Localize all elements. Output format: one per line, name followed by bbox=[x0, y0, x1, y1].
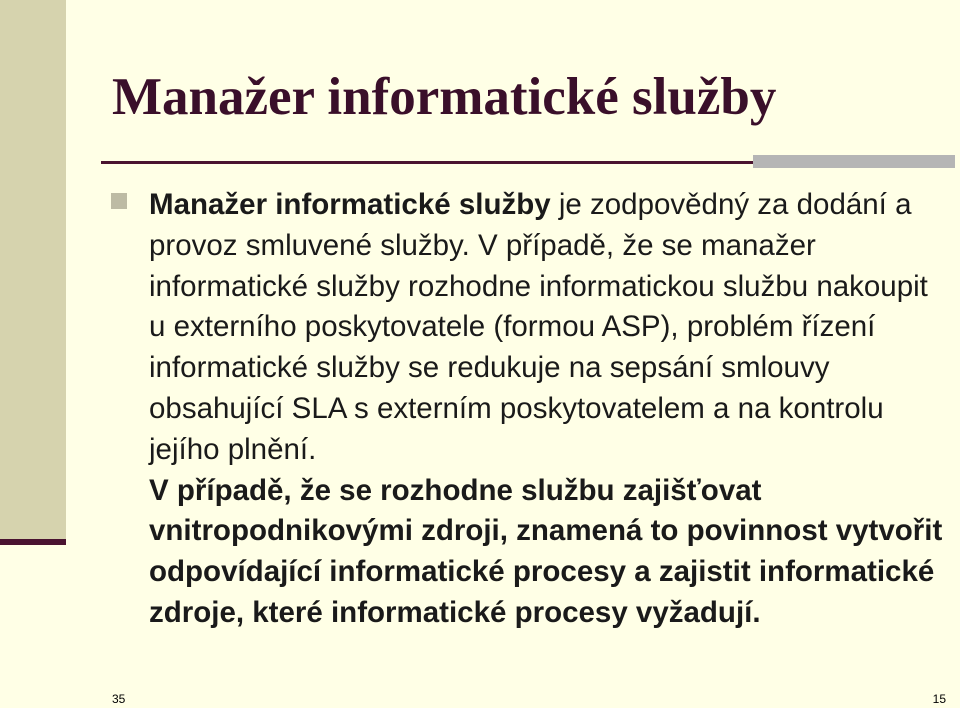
bullet-square-icon bbox=[111, 193, 127, 209]
bullet-text-part2-bold: V případě, že se rozhodne službu zajišťovat vnitropodnikovými zdroji, znamená to povinnost vytvořit odpovídající informatické procesy a zajistit informatické zdroje, které informatické procesy vyžadují. bbox=[149, 473, 943, 629]
title-underline-accent bbox=[753, 155, 955, 168]
bullet-lead-bold: Manažer informatické služby bbox=[149, 188, 551, 221]
slide-title: Manažer informatické služby bbox=[112, 68, 777, 126]
title-underline bbox=[101, 161, 762, 164]
footer-left-number: 35 bbox=[112, 692, 126, 706]
bullet-text-part1: je zodpovědný za dodání a provoz smluvené služby. V případě, že se manažer informatické služby rozhodne informatickou službu nakoupit u externího poskytovatele (formou ASP), problém řízení informatické služby se redukuje na sepsání smlouvy obsahující SLA s externím poskytovatelem a na kontrolu jejího plnění. bbox=[149, 188, 928, 466]
bullet-text bbox=[149, 185, 949, 634]
left-decorative-band bbox=[0, 0, 66, 541]
left-accent-rule bbox=[0, 539, 66, 545]
slide-number: 15 bbox=[932, 692, 946, 706]
